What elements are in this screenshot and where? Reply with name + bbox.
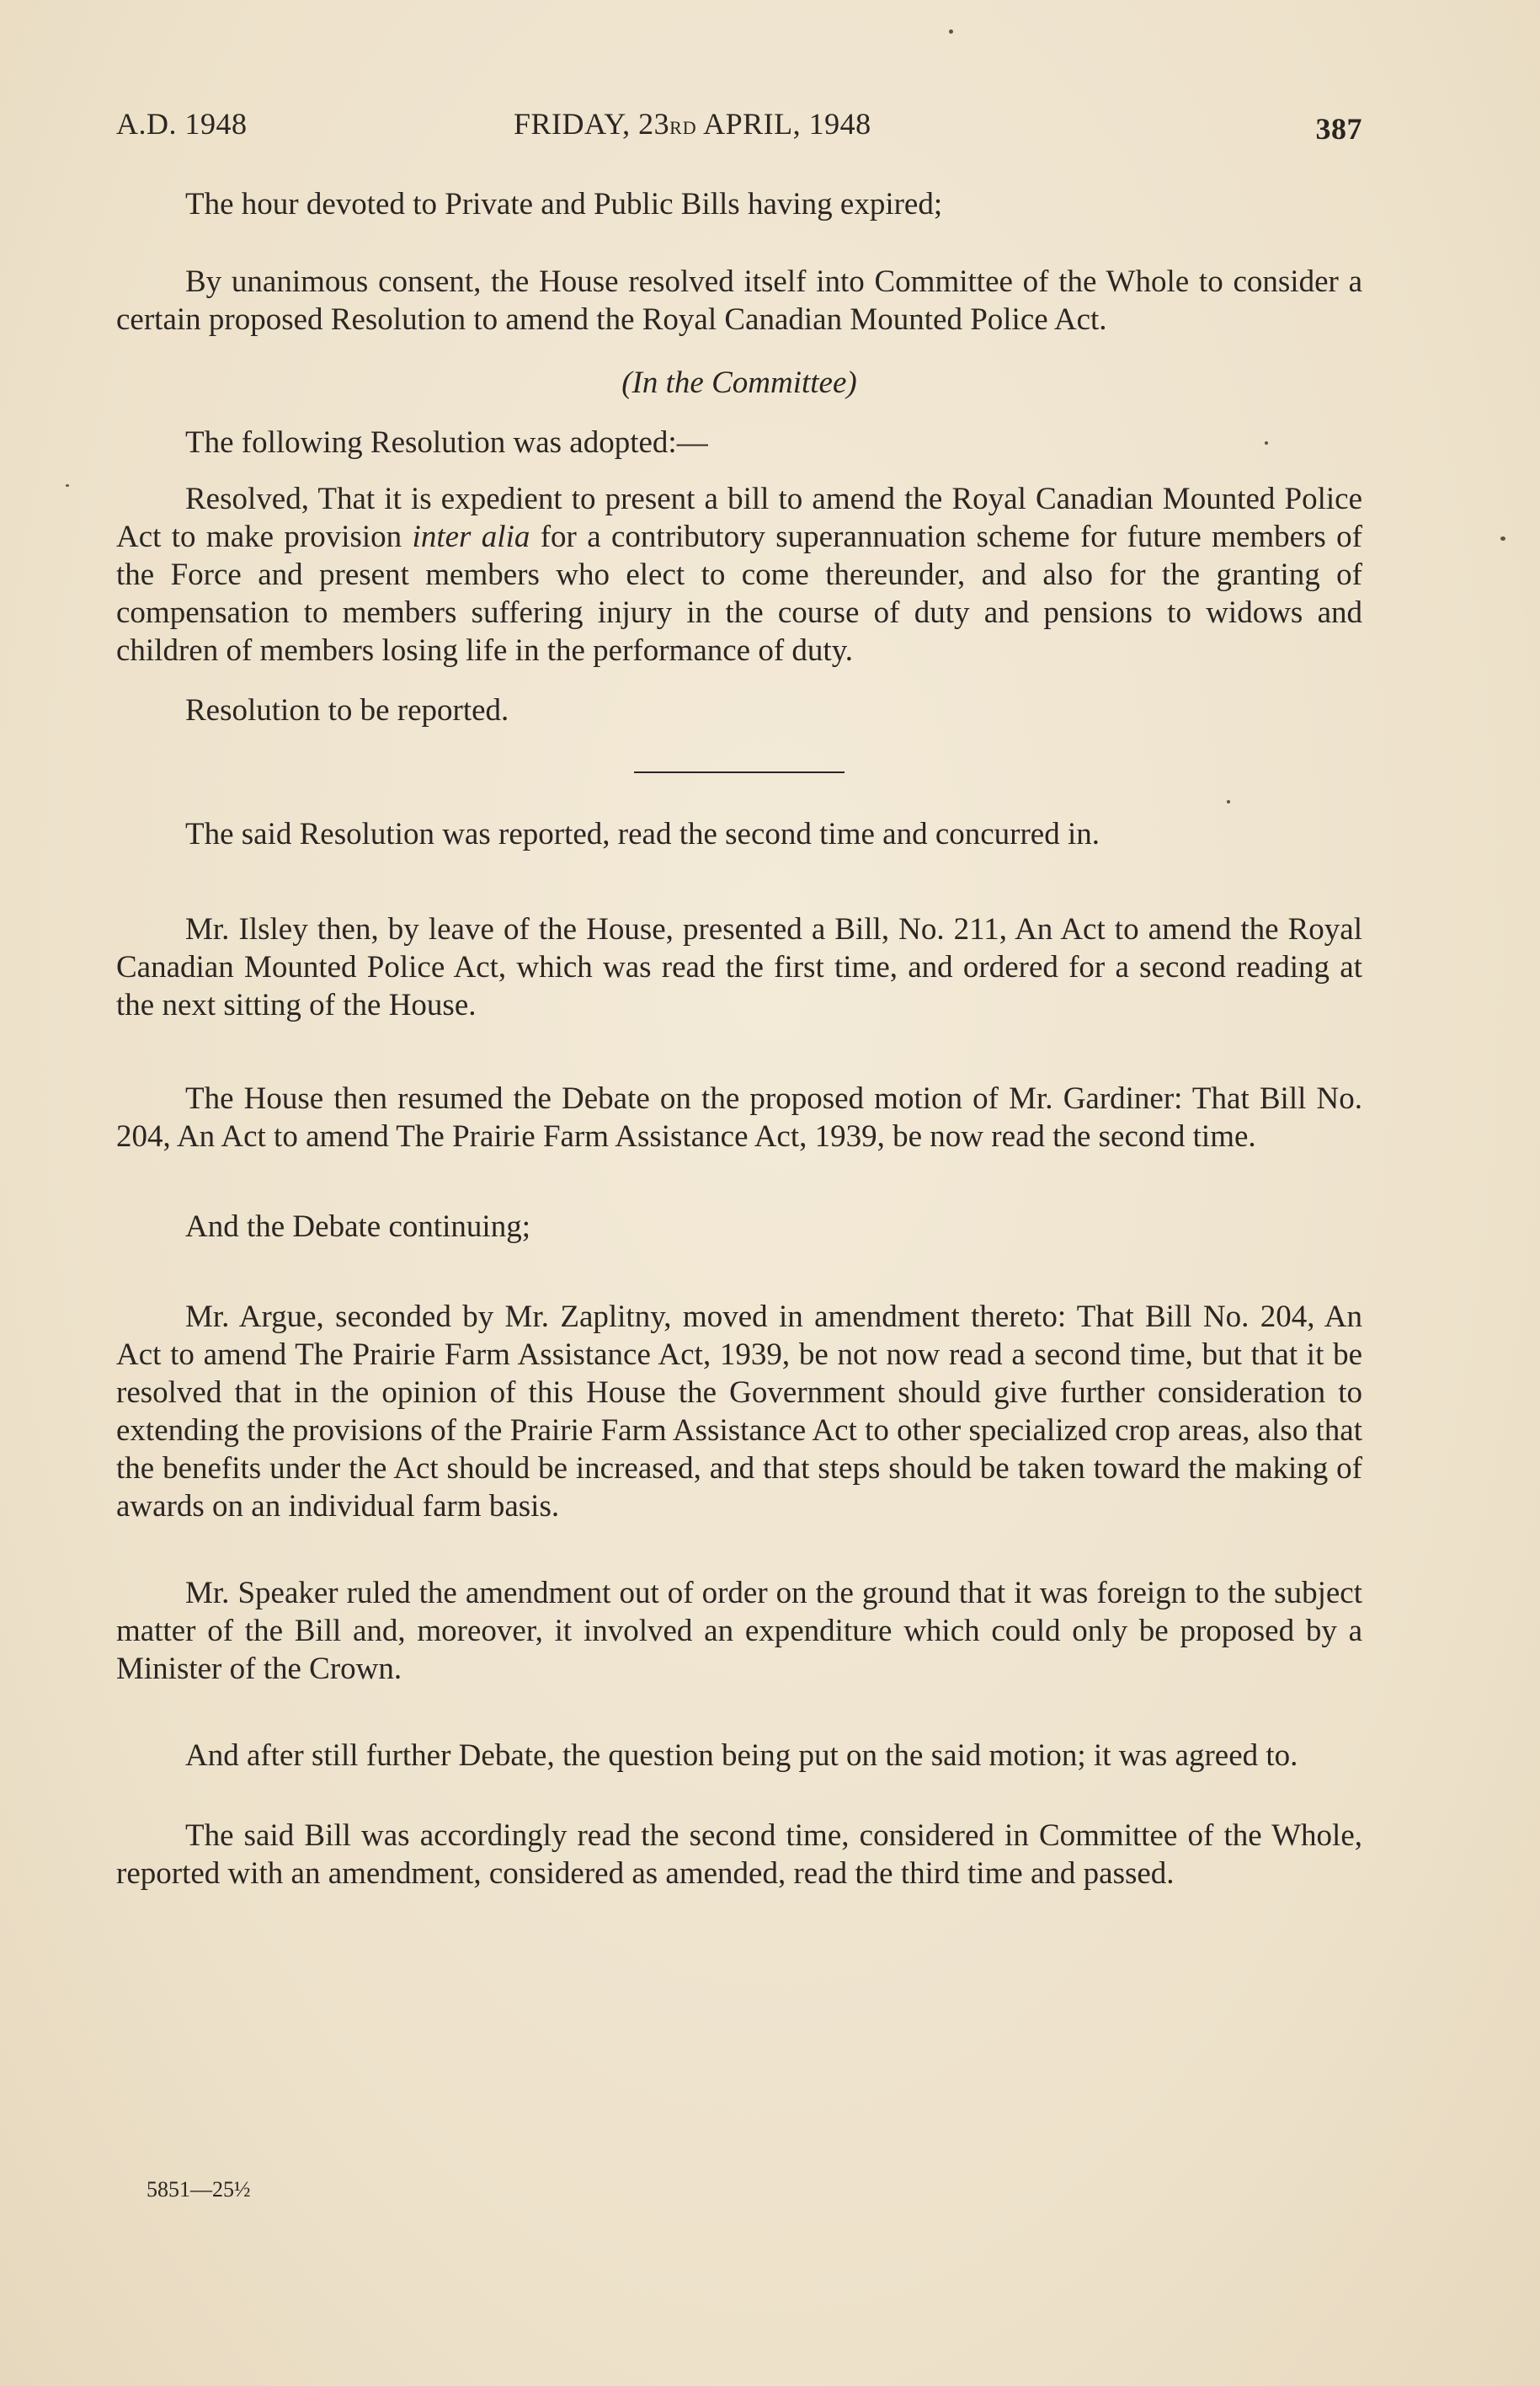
header-date-suffix: RD (669, 117, 697, 138)
paper-speck (1500, 536, 1505, 541)
paragraph-debate-continuing: And the Debate continuing; (185, 1209, 530, 1244)
header-date-day: FRIDAY, 23 (514, 107, 670, 141)
paragraph-bill-passed: The said Bill was accordingly read the second time, considered in Committee of the Whole, reported with an amendment, considered as amended, read the third time and passed. (116, 1818, 1362, 1891)
paragraph-resolution-reported: Resolution to be reported. (185, 693, 509, 728)
paragraph-resolution-adopted: The following Resolution was adopted:— (185, 425, 708, 460)
header-date-month: APRIL, 1948 (696, 107, 871, 141)
paragraph-bill-211: Mr. Ilsley then, by leave of the House, presented a Bill, No. 211, An Act to amend the Royal Canadian Mounted Police Act, which was read the first time, and ordered for a second reading at the next sitting of the House. (116, 912, 1362, 1022)
paragraph-amendment: Mr. Argue, seconded by Mr. Zaplitny, moved in amendment thereto: That Bill No. 204, An Act to amend The Prairie Farm Assistance Act, 1939, be not now read a second time, but that it be resolved that in the opinion of this House the Government should give further consideration to extending the provisions of the Prairie Farm Assistance Act to other specialized crop areas, also that the benefits under the Act should be increased, and that steps should be taken toward the making of awards on an individual farm basis. (116, 1300, 1362, 1524)
committee-heading: (In the Committee) (621, 366, 857, 400)
paragraph-resolution-text (116, 480, 1362, 670)
paragraph-resolution-concurred: The said Resolution was reported, read the second time and concurred in. (185, 817, 1100, 851)
paragraph-debate-resumed: The House then resumed the Debate on the proposed motion of Mr. Gardiner: That Bill No. 204, An Act to amend The Prairie Farm Assistance Act, 1939, be now read the second time. (116, 1081, 1362, 1154)
resolution-text-start: Resolved, That it is expedient to present a bill to amend the Royal Canadian Mounted Police Act to make provision (116, 482, 1362, 554)
journal-body (116, 185, 1362, 1892)
paragraph-committee-of-whole: By unanimous consent, the House resolved itself into Committee of the Whole to consider a certain proposed Resolution to amend the Royal Canadian Mounted Police Act. (116, 264, 1362, 337)
paper-speck (949, 29, 953, 34)
header-year: A.D. 1948 (116, 107, 248, 141)
paper-speck (1227, 800, 1230, 803)
printer-signature: 5851—25½ (147, 2177, 251, 2202)
page-number: 387 (1315, 112, 1362, 146)
running-header (116, 106, 1362, 148)
resolution-text-end: for a contributory superannuation scheme for future members of the Force and present members who elect to come thereunder, and also for the granting of compensation to members suffering injury in the course of duty and pensions to widows and children of members losing life in the performance of duty. (116, 520, 1362, 668)
paper-speck (66, 484, 69, 487)
paragraph-bills-expired: The hour devoted to Private and Public Bills having expired; (185, 187, 943, 222)
paragraph-motion-agreed: And after still further Debate, the question being put on the said motion; it was agreed to. (185, 1738, 1298, 1773)
resolution-italic: inter alia (412, 520, 530, 554)
header-date (514, 106, 871, 141)
paragraph-speaker-ruling: Mr. Speaker ruled the amendment out of order on the ground that it was foreign to the subject matter of the Bill and, moreover, it involved an expenditure which could only be proposed by a Minister of the Crown. (116, 1576, 1362, 1686)
paper-speck (1265, 441, 1268, 445)
